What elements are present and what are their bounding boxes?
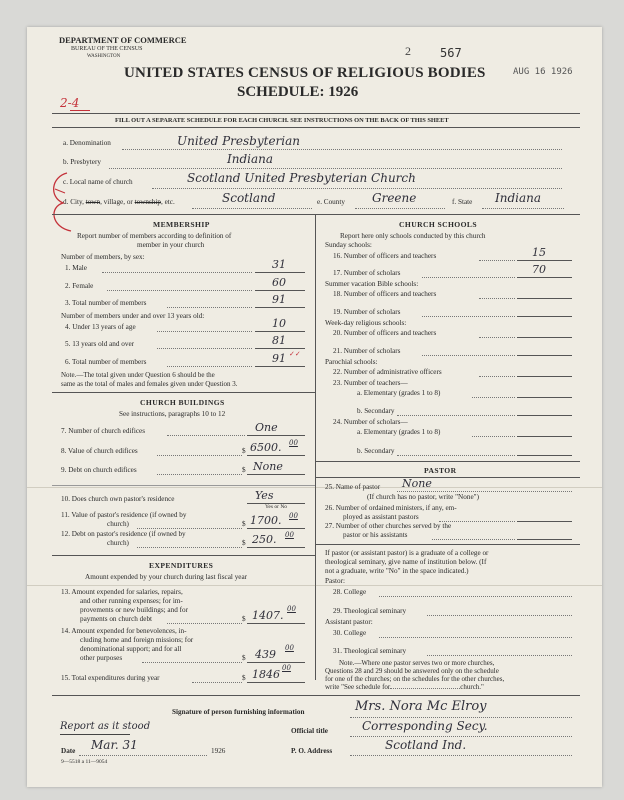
q1-label: 1. Male [65, 264, 87, 272]
presbytery-label: b. Presbytery [63, 158, 101, 166]
pastor-note-1: Note.—Where one pastor serves two or more churches, [339, 659, 495, 667]
po-address-label: P. O. Address [291, 747, 333, 755]
q7-label: 7. Number of church edifices [61, 427, 146, 435]
q22-label: 22. Number of administrative officers [333, 368, 442, 376]
leader-dots [192, 682, 242, 683]
q15-value[interactable]: 1846 [252, 668, 280, 681]
answer-line [247, 662, 305, 663]
answer-line [517, 455, 572, 456]
q7-value[interactable]: One [255, 421, 278, 434]
leader-dots [157, 455, 242, 456]
leader-dots [422, 355, 515, 356]
rule [52, 392, 315, 393]
schools-intro: Report here only schools conducted by this church [340, 232, 486, 240]
membership-intro-2: member in your church [137, 241, 205, 249]
dollar-sign: $ [242, 539, 246, 547]
leader-dots [479, 298, 515, 299]
rule [52, 695, 580, 696]
census-form [27, 27, 602, 787]
answer-line [247, 435, 305, 436]
signature-label: Signature of person furnishing information [172, 708, 305, 716]
leader-dots [79, 755, 207, 756]
city-label: d. City, town, village, or township, etc. [63, 198, 175, 206]
presbytery-line [109, 168, 562, 169]
county-value[interactable]: Greene [372, 191, 417, 205]
q8-label: 8. Value of church edifices [61, 447, 138, 455]
stamp-digit: 2 [405, 44, 411, 58]
state-value[interactable]: Indiana [495, 191, 542, 205]
leader-dots [350, 736, 572, 737]
signature-value[interactable]: Mrs. Nora Mc Elroy [355, 699, 487, 714]
graduate-instruction-3: not a graduate, write "No" in the space indicated.) [325, 567, 469, 575]
answer-line [517, 355, 572, 356]
q31-label: 31. Theological seminary [333, 647, 407, 655]
q29-label: 29. Theological seminary [333, 607, 407, 615]
q3-value[interactable]: 91 [272, 293, 286, 306]
rule [315, 461, 580, 462]
answer-line [255, 348, 305, 349]
q19-label: 19. Number of scholars [333, 308, 401, 316]
membership-note-1: Note.—The total given under Question 6 should be the [61, 371, 215, 379]
date-label: Date [61, 747, 76, 755]
leader-dots [350, 717, 572, 718]
answer-line [247, 455, 305, 456]
q13-value[interactable]: 1407. [252, 609, 284, 622]
schools-heading: CHURCH SCHOOLS [399, 220, 477, 229]
leader-dots [397, 455, 515, 456]
date-value[interactable]: Mar. 31 [91, 738, 138, 752]
q21-label: 21. Number of scholars [333, 347, 401, 355]
q25-note: (If church has no pastor, write "None") [367, 493, 479, 501]
q11-cents: 00 [289, 512, 298, 520]
answer-line [255, 290, 305, 291]
q9-label: 9. Debt on church edifices [61, 466, 137, 474]
answer-line [255, 331, 305, 332]
sunday-schools-label: Sunday schools: [325, 241, 372, 249]
rule [315, 477, 580, 478]
q13-cents: 00 [287, 605, 296, 613]
form-instruction: FILL OUT A SEPARATE SCHEDULE FOR EACH CHURCH. SEE INSTRUCTIONS ON THE BACK OF THIS SHEET [115, 117, 449, 124]
leader-dots [479, 376, 515, 377]
state-line [482, 208, 564, 209]
q9-value[interactable]: None [253, 460, 283, 473]
dollar-sign: $ [242, 615, 246, 623]
city-line [192, 208, 312, 209]
leader-dots [167, 366, 252, 367]
leader-dots [167, 307, 252, 308]
local-name-label: c. Local name of church [63, 178, 133, 186]
answer-line [517, 415, 572, 416]
official-title-value[interactable]: Corresponding Secy. [362, 719, 488, 733]
q24a-label: a. Elementary (grades 1 to 8) [357, 428, 441, 436]
leader-dots [397, 415, 515, 416]
red-check-mark: ✓✓ [289, 350, 301, 358]
paper-fold [27, 585, 602, 586]
date-year: 1926 [211, 747, 226, 755]
q6-label: 6. Total number of members [65, 358, 147, 366]
city-value[interactable]: Scotland [222, 191, 276, 205]
yes-no-hint: Yes or No [265, 504, 288, 510]
q28-label: 28. College [333, 588, 367, 596]
answer-line [517, 539, 572, 540]
q1-value[interactable]: 31 [272, 258, 286, 271]
county-label: e. County [317, 198, 345, 206]
q14-cents: 00 [285, 644, 294, 652]
q24-label: 24. Number of scholars— [333, 418, 408, 426]
answer-line [517, 337, 572, 338]
q8-value[interactable]: 6500. [250, 441, 282, 454]
q13-label-1: 13. Amount expended for salaries, repairs, [61, 588, 183, 596]
q2-value[interactable]: 60 [272, 276, 286, 289]
q12-label-2: church) [107, 539, 129, 547]
leader-dots [379, 637, 572, 638]
red-annotation: 2-4 [60, 96, 80, 110]
q6-value[interactable]: 91 [272, 352, 286, 365]
leader-dots [422, 316, 515, 317]
leader-dots [157, 348, 252, 349]
rule [52, 555, 315, 556]
leader-dots [472, 436, 515, 437]
q25-value[interactable]: None [402, 477, 432, 490]
buildings-intro: See instructions, paragraphs 10 to 12 [119, 410, 226, 418]
paper-fold [27, 487, 602, 488]
dollar-sign: $ [242, 520, 246, 528]
pastor-heading: PASTOR [424, 466, 457, 475]
q16-value[interactable]: 15 [532, 246, 546, 259]
answer-line [517, 436, 572, 437]
members-by-age-label: Number of members under and over 13 years old: [61, 312, 205, 320]
q10-value[interactable]: Yes [255, 489, 274, 502]
q14-value[interactable]: 439 [255, 648, 276, 661]
expenditures-heading: EXPENDITURES [149, 561, 214, 570]
department-name: DEPARTMENT OF COMMERCE [59, 35, 187, 45]
presbytery-value[interactable]: Indiana [227, 152, 274, 166]
state-label: f. State [452, 198, 473, 206]
leader-dots [157, 474, 242, 475]
membership-intro-1: Report number of members according to definition of [77, 232, 232, 240]
q30-label: 30. College [333, 629, 367, 637]
leader-dots [350, 755, 572, 756]
q11-label-1: 11. Value of pastor's residence (if owned by [61, 511, 187, 519]
column-divider [315, 214, 316, 680]
leader-dots [397, 491, 572, 492]
dollar-sign: $ [242, 654, 246, 662]
leader-dots [379, 596, 572, 597]
leader-dots [472, 397, 515, 398]
leader-dots [422, 277, 515, 278]
leader-dots [479, 337, 515, 338]
red-bracket-mark [41, 167, 81, 237]
leader-dots [107, 290, 252, 291]
rule [52, 485, 315, 486]
summer-schools-label: Summer vacation Bible schools: [325, 280, 419, 288]
denomination-line [122, 149, 562, 150]
q16-label: 16. Number of officers and teachers [333, 252, 437, 260]
q5-value[interactable]: 81 [272, 334, 286, 347]
q11-value[interactable]: 1700. [250, 514, 282, 527]
q20-label: 20. Number of officers and teachers [333, 329, 437, 337]
q3-label: 3. Total number of members [65, 299, 147, 307]
remark-underline [60, 734, 130, 735]
leader-dots [137, 528, 242, 529]
q24b-label: b. Secondary [357, 447, 395, 455]
leader-dots [427, 615, 572, 616]
answer-line [517, 316, 572, 317]
q23-label: 23. Number of teachers— [333, 379, 408, 387]
answer-line [255, 307, 305, 308]
q15-label: 15. Total expenditures during year [61, 674, 160, 682]
q27-label-1: 27. Number of other churches served by the [325, 522, 452, 530]
received-date-stamp: AUG 16 1926 [513, 67, 573, 77]
buildings-heading: CHURCH BUILDINGS [140, 398, 225, 407]
q11-label-2: church) [107, 520, 129, 528]
q4-label: 4. Under 13 years of age [65, 323, 136, 331]
q26-label-2: ployed as assistant pastors [343, 513, 419, 521]
q8-cents: 00 [289, 439, 298, 447]
answer-line [247, 547, 305, 548]
q12-cents: 00 [285, 531, 294, 539]
q5-label: 5. 13 years old and over [65, 340, 135, 348]
remark-note: Report as it stood [60, 721, 151, 732]
answer-line [517, 277, 572, 278]
denomination-label: a. Denomination [63, 139, 111, 147]
weekday-schools-label: Week-day religious schools: [325, 319, 407, 327]
q18-label: 18. Number of officers and teachers [333, 290, 437, 298]
answer-line [247, 623, 305, 624]
membership-heading: MEMBERSHIP [153, 220, 210, 229]
q25-label: 25. Name of pastor [325, 483, 381, 491]
answer-line [247, 474, 305, 475]
membership-note-2: same as the total of males and females given under Question 3. [61, 380, 238, 388]
graduate-instruction-1: If pastor (or assistant pastor) is a graduate of a college or [325, 549, 489, 557]
leader-dots [142, 662, 242, 663]
q13-label-3: provements or new buildings; and for [80, 606, 188, 614]
answer-line [517, 260, 572, 261]
pastor-note-2: Questions 28 and 29 should be answered only on the schedule [325, 667, 499, 675]
q13-label-2: and other running expenses; for im- [80, 597, 183, 605]
q14-label-4: other purposes [80, 654, 123, 662]
local-name-line [152, 188, 562, 189]
local-name-value[interactable]: Scotland United Presbyterian Church [187, 171, 416, 185]
q12-value[interactable]: 250. [252, 533, 277, 546]
rule [52, 214, 580, 215]
answer-line [517, 376, 572, 377]
stamp-number: 567 [440, 46, 462, 60]
form-title: UNITED STATES CENSUS OF RELIGIOUS BODIES [124, 65, 486, 81]
answer-line [517, 521, 572, 522]
q17-label: 17. Number of scholars [333, 269, 401, 277]
form-number: 9—5518 a 11—9054 [61, 759, 108, 765]
official-title-label: Official title [291, 727, 328, 735]
county-line [355, 208, 445, 209]
answer-line [517, 397, 572, 398]
q4-value[interactable]: 10 [272, 317, 286, 330]
leader-dots [157, 331, 252, 332]
q23b-label: b. Secondary [357, 407, 395, 415]
answer-line [247, 682, 305, 683]
q14-label-2: cluding home and foreign missions; for [80, 636, 194, 644]
expenditures-intro: Amount expended by your church during last fiscal year [85, 573, 248, 581]
leader-dots [432, 539, 515, 540]
denomination-value[interactable]: United Presbyterian [177, 134, 301, 148]
q10-label: 10. Does church own pastor's residence [61, 495, 175, 503]
members-by-sex-label: Number of members, by sex: [61, 253, 145, 261]
q12-label-1: 12. Debt on pastor's residence (if owned by [61, 530, 186, 538]
bureau-name: BUREAU OF THE CENSUS [71, 46, 143, 52]
dollar-sign: $ [242, 447, 246, 455]
leader-dots [102, 272, 252, 273]
q26-label-1: 26. Number of ordained ministers, if any, em- [325, 504, 457, 512]
answer-line [517, 298, 572, 299]
q2-label: 2. Female [65, 282, 94, 290]
bureau-city: WASHINGTON [87, 54, 121, 59]
pastor-note-3: for one of the churches; on the schedules for the other churches, [325, 675, 505, 683]
pastor-subheading: Pastor: [325, 577, 345, 585]
dollar-sign: $ [242, 466, 246, 474]
q14-label-1: 14. Amount expended for benevolences, in- [61, 627, 187, 635]
form-subtitle: SCHEDULE: 1926 [237, 84, 359, 100]
answer-line [247, 528, 305, 529]
red-underline [70, 110, 90, 111]
pastor-note-4: write "See schedule for church." [325, 683, 484, 691]
answer-line [255, 272, 305, 273]
q13-label-4: payments on church debt [80, 615, 153, 623]
leader-dots [427, 655, 572, 656]
leader-dots [167, 435, 245, 436]
q15-cents: 00 [282, 664, 291, 672]
rule [315, 544, 580, 545]
leader-dots [137, 547, 242, 548]
q23a-label: a. Elementary (grades 1 to 8) [357, 389, 441, 397]
leader-dots [479, 260, 515, 261]
rule [52, 127, 580, 128]
po-address-value[interactable]: Scotland Ind. [385, 738, 467, 752]
q27-label-2: pastor or his assistants [343, 531, 408, 539]
leader-dots [167, 623, 242, 624]
parochial-schools-label: Parochial schools: [325, 358, 378, 366]
answer-line [255, 366, 305, 367]
graduate-instruction-2: theological seminary, give name of institution below. (If [325, 558, 487, 566]
dollar-sign: $ [242, 674, 246, 682]
q14-label-3: denominational support; and for all [80, 645, 182, 653]
rule [52, 113, 580, 114]
assistant-pastor-subheading: Assistant pastor: [325, 618, 373, 626]
q17-value[interactable]: 70 [532, 263, 546, 276]
